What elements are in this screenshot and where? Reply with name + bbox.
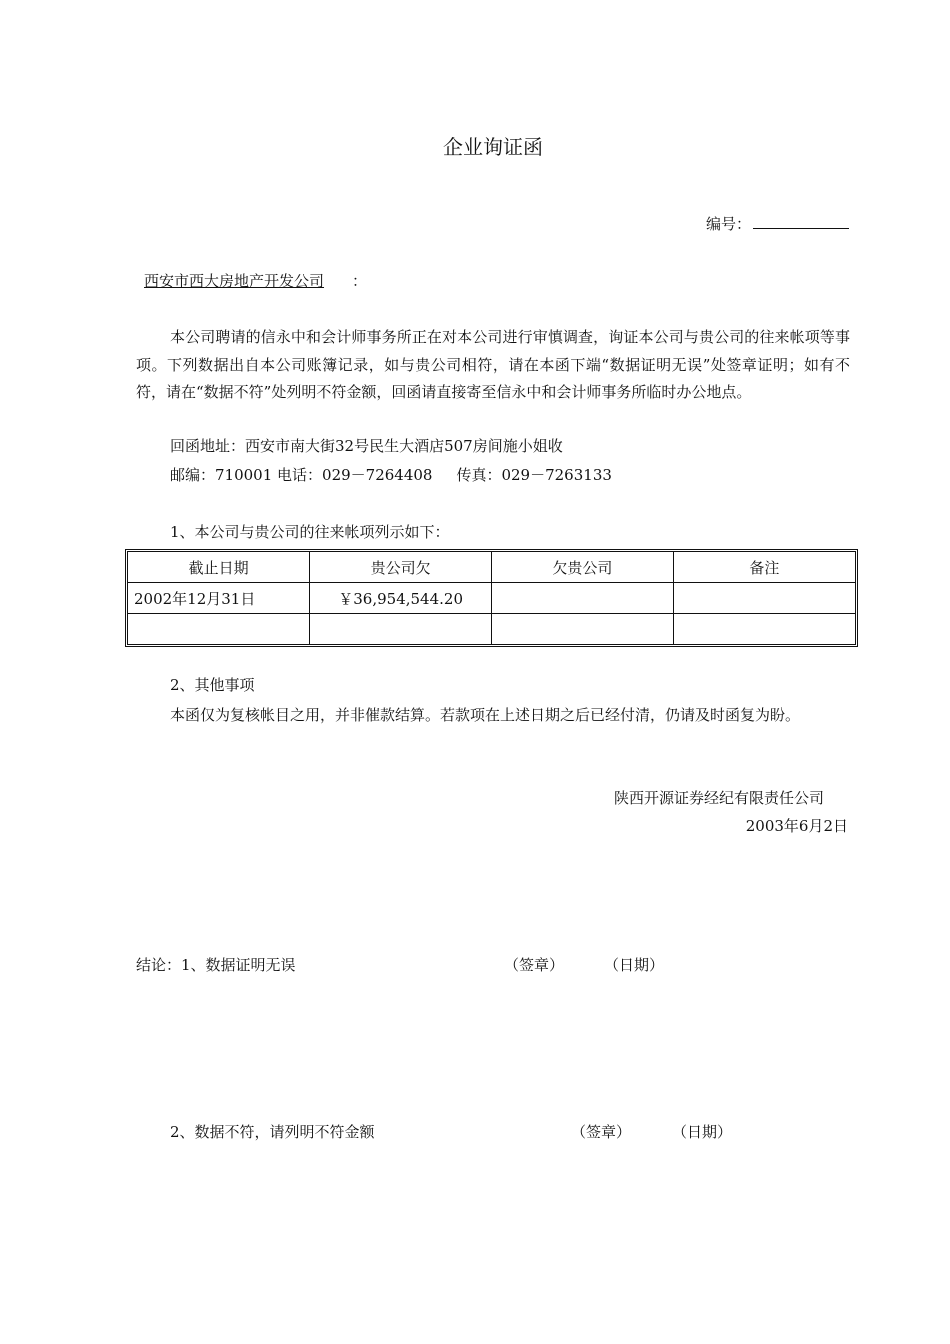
page-title: 企业询证函 <box>443 135 543 159</box>
conclusion-correct: 结论：1、数据证明无误 <box>136 956 296 974</box>
recipient-company: 西安市西大房地产开发公司 <box>144 272 325 290</box>
header-they-owe: 贵公司欠 <box>310 552 492 583</box>
date-field-1: （日期） <box>604 956 665 974</box>
conclusion-mismatch: 2、数据不符，请列明不符金额 <box>170 1123 375 1141</box>
table-header-row <box>128 552 855 583</box>
serial-label: 编号： <box>706 215 752 233</box>
section2-text: 本函仅为复核帐目之用，并非催款结算。若款项在上述日期之后已经付清，仍请及时函复为盼。 <box>170 706 801 724</box>
fax: 传真：029－7263133 <box>456 466 612 484</box>
cell-we-owe <box>492 614 674 645</box>
cell-remarks <box>673 583 855 614</box>
cell-date: 2002年12月31日 <box>128 583 310 614</box>
stamp-field-2: （签章） <box>571 1123 632 1141</box>
serial-number <box>706 213 849 234</box>
recipient <box>136 270 367 291</box>
header-remarks: 备注 <box>673 552 855 583</box>
postcode-phone: 邮编：710001 电话：029－7264408 <box>170 466 433 484</box>
serial-blank-line <box>753 214 849 229</box>
body-paragraph: 本公司聘请的信永中和会计师事务所正在对本公司进行审慎调查，询证本公司与贵公司的往来帐项等事项。下列数据出自本公司账簿记录，如与贵公司相符，请在本函下端“数据证明无误”处签章证明；如有不符，请在“数据不符”处列明不符金额，回函请直接寄至信永中和会计师事务所临时办公地点。 <box>136 328 850 401</box>
sender-company: 陕西开源证券经纪有限责任公司 <box>614 789 825 807</box>
header-we-owe: 欠贵公司 <box>492 552 674 583</box>
accounts-table <box>125 549 858 647</box>
cell-they-owe: ￥36,954,544.20 <box>310 583 492 614</box>
return-address: 回函地址：西安市南大街32号民生大酒店507房间施小姐收 <box>170 437 563 455</box>
stamp-field-1: （签章） <box>504 956 565 974</box>
section1-heading: 1、本公司与贵公司的往来帐项列示如下： <box>170 523 450 541</box>
date-field-2: （日期） <box>672 1123 733 1141</box>
cell-we-owe <box>492 583 674 614</box>
table-row <box>128 583 855 614</box>
cell-date <box>128 614 310 645</box>
header-cutoff-date: 截止日期 <box>128 552 310 583</box>
table-row <box>128 614 855 645</box>
cell-remarks <box>673 614 855 645</box>
recipient-suffix: ： <box>352 272 368 290</box>
cell-they-owe <box>310 614 492 645</box>
contact-line <box>170 464 612 485</box>
section2-heading: 2、其他事项 <box>170 676 255 694</box>
letter-date: 2003年6月2日 <box>745 817 848 835</box>
